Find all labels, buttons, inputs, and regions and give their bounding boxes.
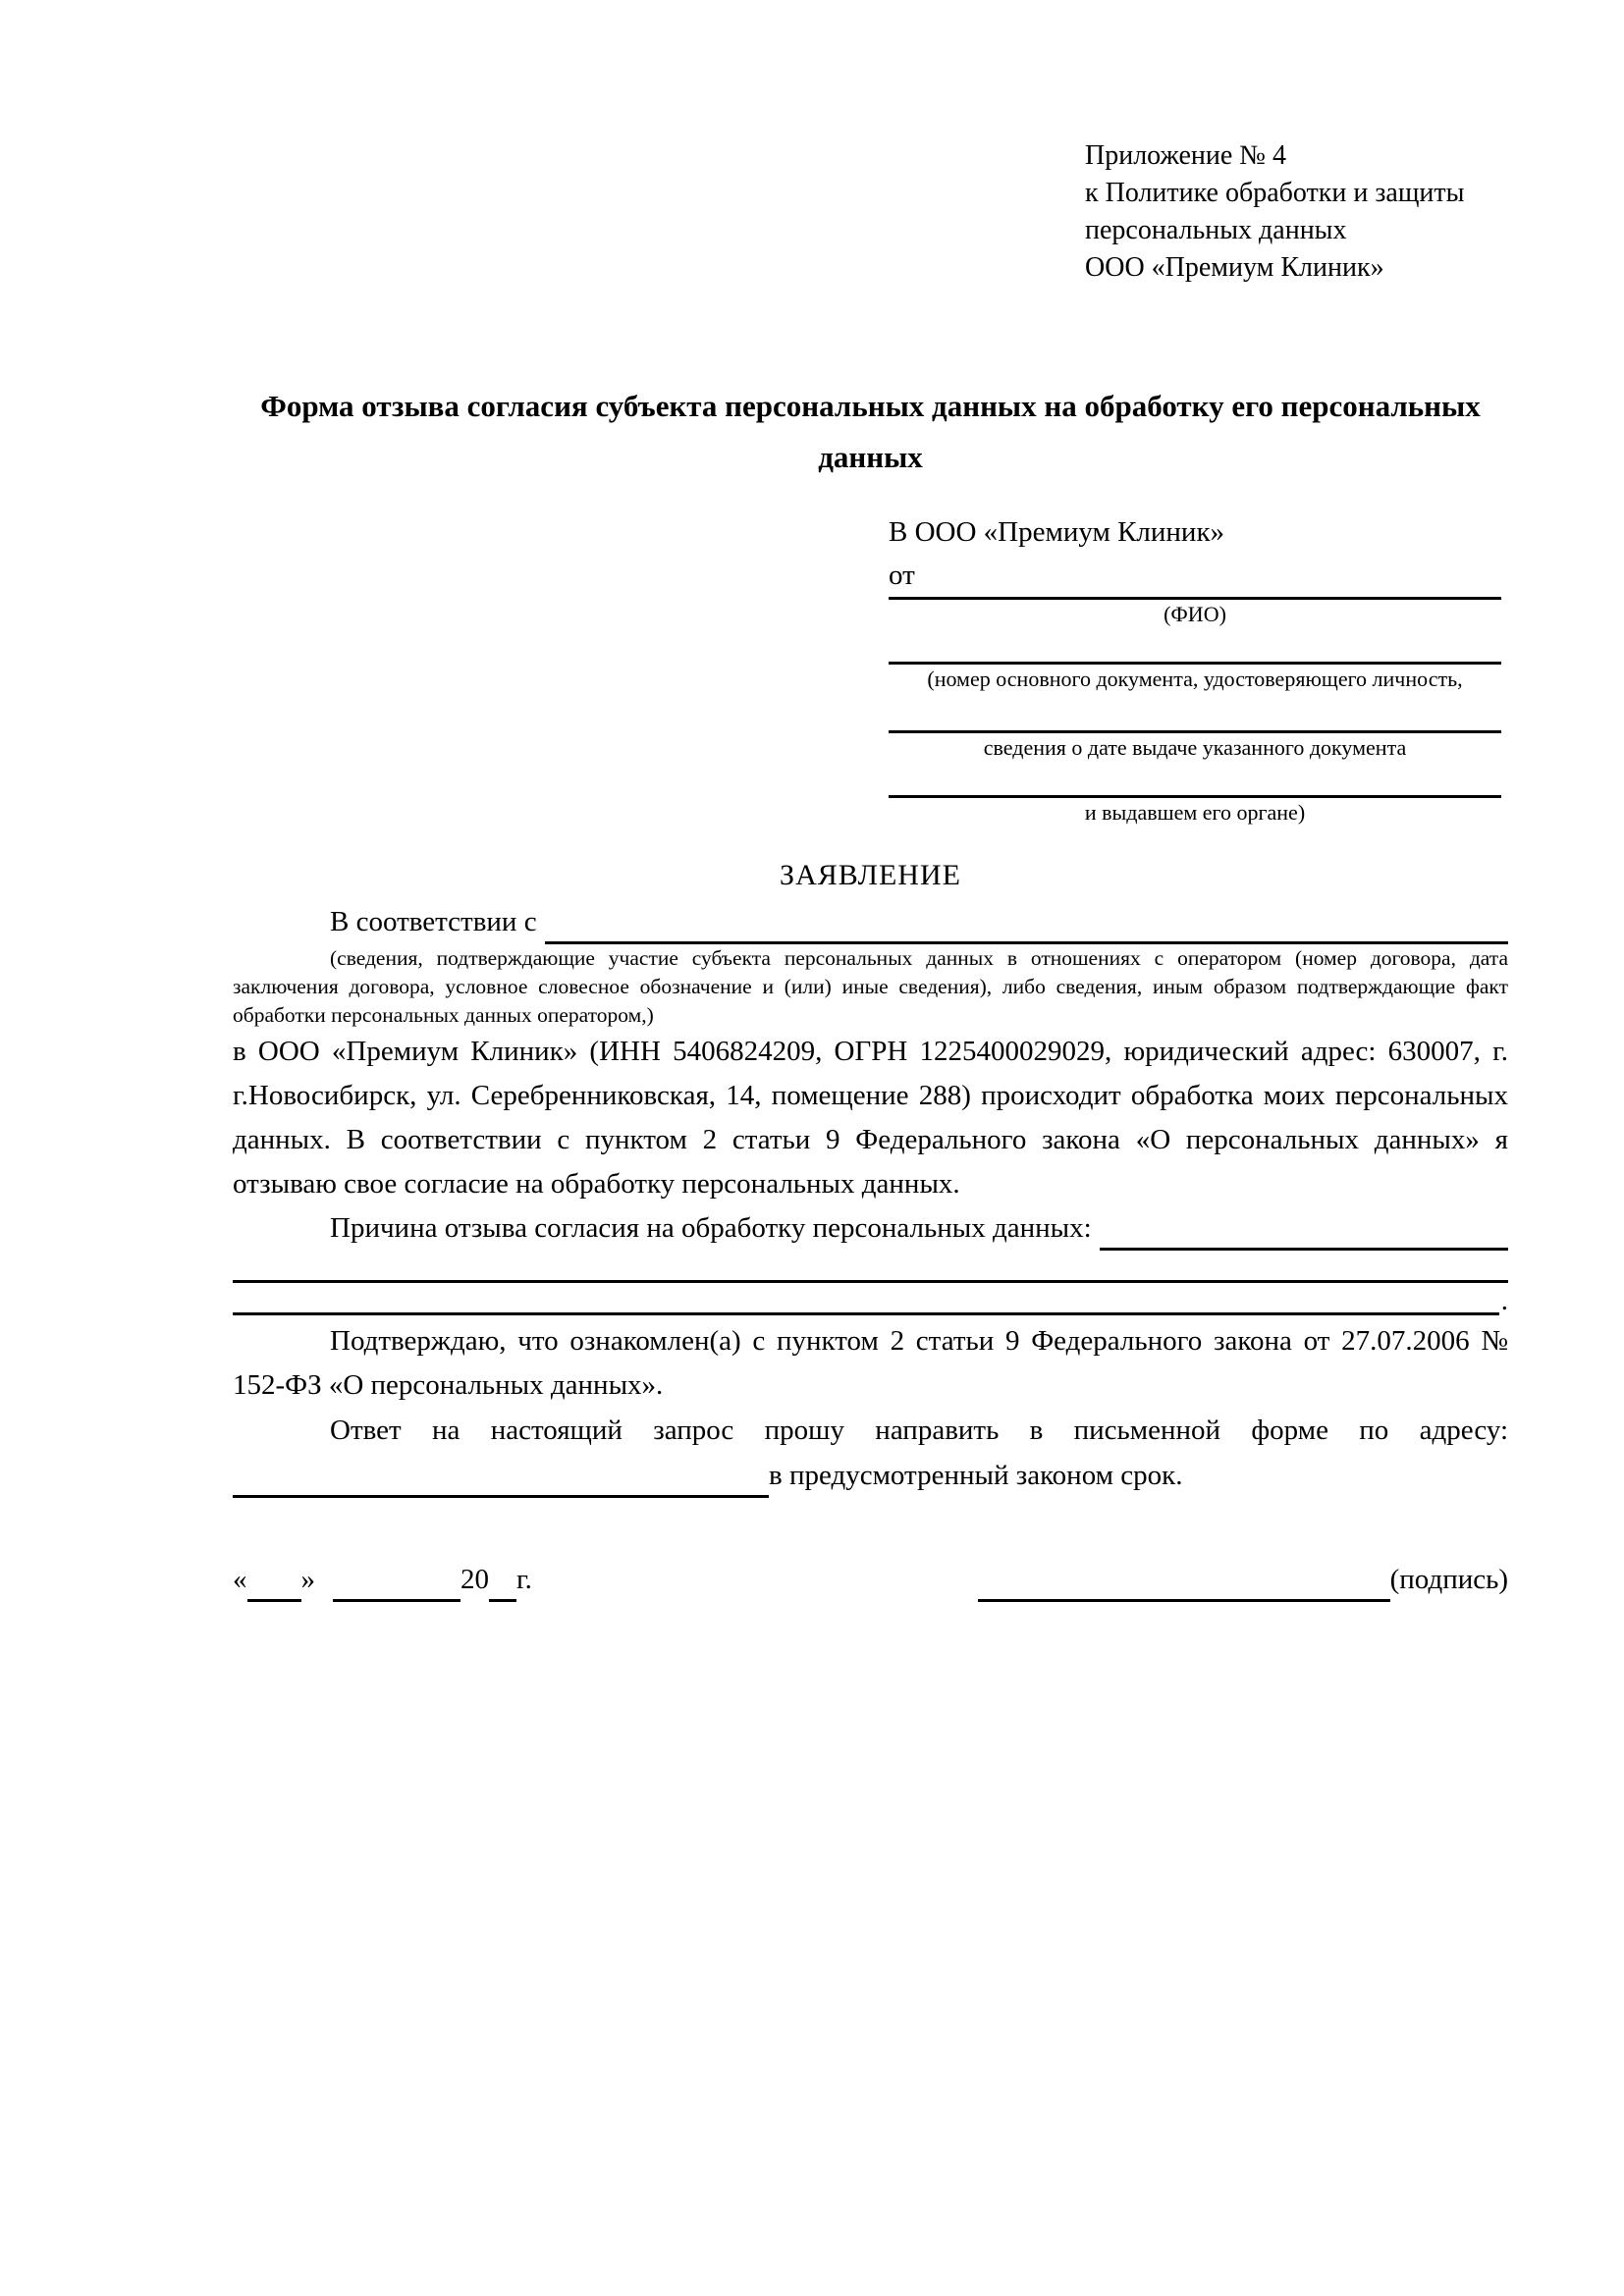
appendix-line-3: персональных данных: [1085, 215, 1347, 245]
consent-basis-blank-line[interactable]: [545, 907, 1508, 944]
reason-blank-line-3[interactable]: [233, 1286, 1499, 1315]
appendix-line-2: к Политике обработки и защиты: [1085, 178, 1465, 208]
reply-suffix: в предусмотренный законом срок.: [769, 1460, 1183, 1491]
date-year-blank[interactable]: [489, 1567, 516, 1602]
issuing-authority-label: и выдавшем его органе): [1084, 800, 1306, 825]
document-number-label: (номер основного документа, удостоверяющего личность,: [927, 667, 1463, 691]
appendix-line-1: Приложение № 4: [1085, 140, 1286, 171]
operator-paragraph: в ООО «Премиум Клиник» (ИНН 5406824209, ОГРН 1225400029029, юридический адрес: 630007, г. г.Новосибирск, ул. Серебренниковская, 14, помещение 288) происходит обработка моих персональных данных. В соответствии с пунктом 2 статьи 9 Федерального закона «О персональных данных» я отзываю свое согласие на обработку персональных данных.: [233, 1036, 1508, 1200]
fio-label: (ФИО): [1164, 602, 1226, 626]
intro-fine-print: (сведения, подтверждающие участие субъекта персональных данных в отношениях с оператором (номер договора, дата заключения договора, условное словесное обозначение и (или) иные сведения), либо сведения, иным образом подтверждающие факт обработки персональных данных оператором,): [233, 946, 1508, 1027]
appendix-block: [1085, 137, 1508, 287]
reason-blank-row-2: [233, 1254, 1508, 1283]
date-group: [233, 1557, 532, 1602]
issuing-authority-blank-line[interactable]: [889, 763, 1501, 798]
reason-prefix: Причина отзыва согласия на обработку персональных данных:: [330, 1212, 1092, 1244]
reply-request-line: Ответ на настоящий запрос прошу направить в письменной форме по адресу:: [330, 1415, 1508, 1446]
appendix-line-4: ООО «Премиум Клиник»: [1085, 252, 1384, 283]
issue-date-label: сведения о дате выдаче указанного документа: [983, 735, 1407, 760]
reason-blank-row-3: [233, 1286, 1508, 1315]
reply-address-blank-line[interactable]: [233, 1461, 769, 1498]
reason-end-punctuation: .: [1500, 1285, 1508, 1316]
confirmation-paragraph: Подтверждаю, что ознакомлен(а) с пунктом 2 статьи 9 Федерального закона от 27.07.2006 № 152-ФЗ «О персональных данных».: [233, 1325, 1508, 1401]
reason-blank-line-1[interactable]: [1100, 1213, 1508, 1251]
reason-blank-line-2[interactable]: [233, 1254, 1508, 1283]
signature-blank-line[interactable]: [978, 1567, 1390, 1602]
addressee-from-prefix: от: [889, 560, 915, 591]
reason-line: [233, 1206, 1508, 1251]
date-quote-close: »: [300, 1564, 315, 1595]
signature-row: [233, 1557, 1508, 1602]
intro-prefix: В соответствии с: [330, 906, 537, 937]
document-number-blank-line[interactable]: [889, 629, 1501, 665]
addressee-to: В ООО «Премиум Клиник»: [889, 516, 1225, 548]
statement-heading: ЗАЯВЛЕНИЕ: [780, 859, 961, 891]
date-year-suffix: г.: [516, 1564, 532, 1595]
date-quote-open: «: [233, 1564, 247, 1595]
date-year-prefix: 20: [460, 1564, 489, 1595]
issue-date-blank-line[interactable]: [889, 694, 1501, 733]
date-day-blank[interactable]: [247, 1567, 301, 1602]
document-title: Форма отзыва согласия субъекта персональных данных на обработку его персональных данных: [260, 389, 1481, 474]
intro-line: [233, 900, 1508, 944]
reply-address-row: [233, 1453, 1508, 1498]
date-month-blank[interactable]: [333, 1567, 460, 1602]
addressee-block: [889, 510, 1501, 828]
signature-group: [978, 1557, 1508, 1602]
signature-label: (подпись): [1389, 1564, 1508, 1595]
